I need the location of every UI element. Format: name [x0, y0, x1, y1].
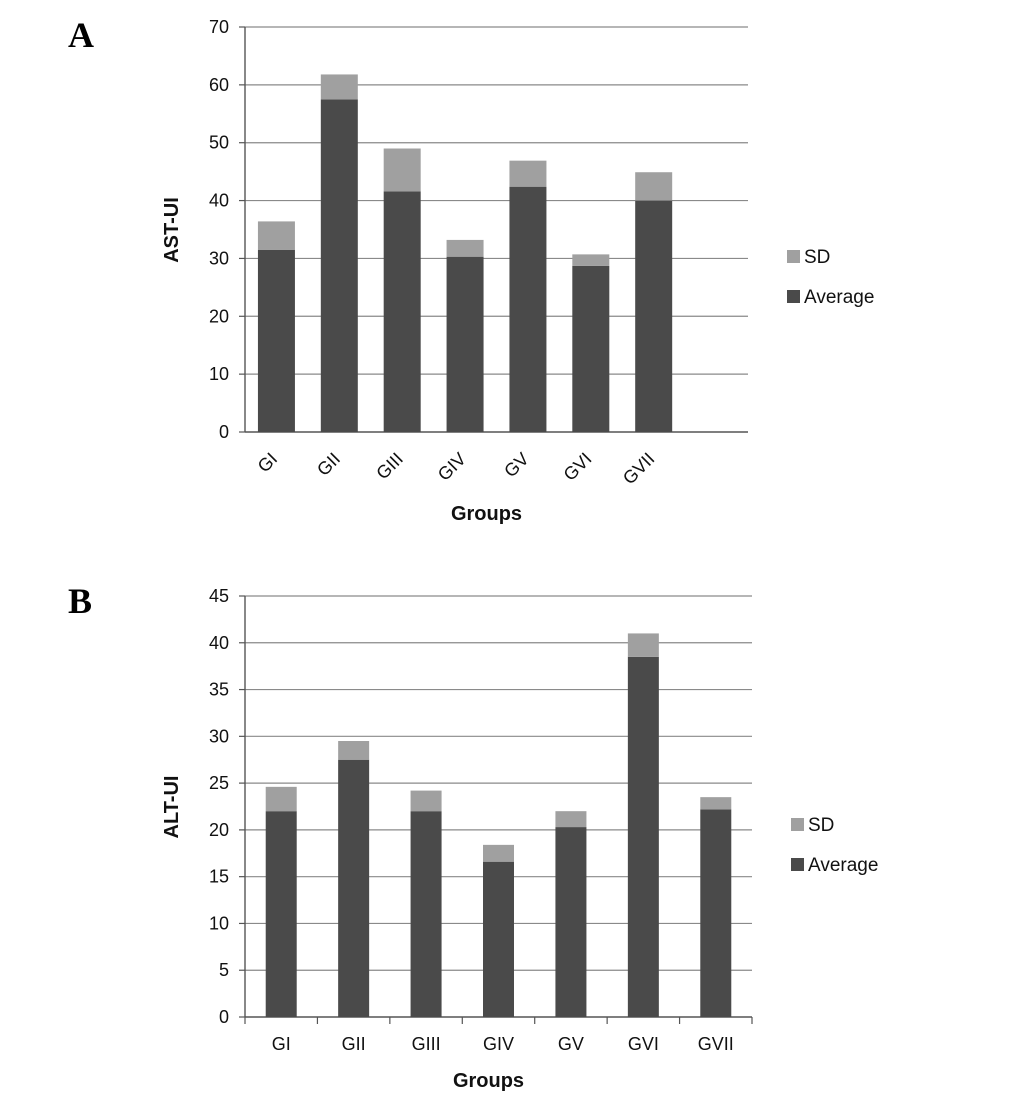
- y-tick-label: 25: [208, 773, 229, 794]
- x-tick-label: GIII: [411, 1034, 441, 1054]
- x-tick-label: GVI: [627, 1034, 659, 1054]
- y-tick-label: 10: [208, 364, 229, 385]
- x-tick-label: GVII: [618, 448, 659, 489]
- legend-label-average: Average: [808, 855, 879, 876]
- panel-label-b: B: [68, 581, 93, 621]
- y-tick-label: 5: [218, 960, 229, 981]
- bar-sd-gii: [338, 741, 369, 760]
- legend-swatch-sd: [787, 250, 800, 263]
- y-tick-label: 50: [208, 132, 229, 153]
- bar-sd-gvi: [628, 633, 659, 656]
- x-tick-label: GII: [341, 1034, 366, 1054]
- x-tick-label: GI: [271, 1034, 291, 1054]
- legend-swatch-average: [787, 290, 800, 303]
- x-tick-label: GV: [500, 448, 533, 482]
- y-tick-label: 70: [208, 17, 229, 37]
- bar-average-gvi: [572, 266, 609, 432]
- x-tick-label: GV: [557, 1034, 584, 1054]
- y-axis-title: ALT-UI: [161, 775, 183, 839]
- x-tick-label: GIII: [372, 448, 408, 484]
- bar-average-gi: [266, 811, 297, 1017]
- bar-sd-gi: [266, 787, 297, 811]
- bar-average-giv: [447, 257, 484, 432]
- bar-sd-giii: [411, 791, 442, 812]
- bar-sd-gv: [555, 811, 586, 827]
- bar-average-gvii: [700, 809, 731, 1017]
- x-axis-title: Groups: [450, 503, 523, 525]
- legend-label-sd: SD: [808, 815, 835, 836]
- bar-average-gv: [555, 827, 586, 1017]
- y-tick-label: 60: [208, 74, 229, 95]
- y-tick-label: 40: [208, 190, 229, 211]
- panel-label-a: A: [68, 15, 94, 55]
- bar-sd-gvii: [635, 172, 672, 200]
- y-tick-label: 45: [208, 586, 229, 606]
- bar-sd-gvi: [572, 254, 609, 266]
- y-tick-label: 20: [208, 306, 229, 327]
- x-tick-label: GVI: [559, 448, 596, 485]
- x-tick-label: GI: [253, 448, 282, 477]
- ast-bar-chart: [0, 0, 1033, 540]
- y-tick-label: 15: [208, 866, 229, 887]
- y-tick-label: 10: [208, 913, 229, 934]
- legend-swatch-average: [791, 858, 804, 871]
- y-tick-label: 30: [208, 248, 229, 269]
- legend-label-sd: SD: [804, 247, 831, 268]
- y-tick-label: 30: [208, 726, 229, 747]
- bar-sd-gv: [509, 161, 546, 187]
- bar-average-gv: [509, 187, 546, 432]
- x-tick-label: GVII: [697, 1034, 734, 1054]
- bar-average-giii: [411, 811, 442, 1017]
- bar-sd-giv: [483, 845, 514, 862]
- y-axis-title: AST-UI: [161, 197, 183, 263]
- bar-sd-gii: [321, 74, 358, 99]
- y-tick-label: 35: [208, 679, 229, 700]
- bar-average-gii: [321, 99, 358, 432]
- alt-bar-chart: [0, 570, 1033, 1098]
- legend-label-average: Average: [804, 287, 875, 308]
- y-tick-label: 40: [208, 632, 229, 653]
- x-tick-label: GIV: [433, 448, 470, 485]
- y-tick-label: 0: [218, 1007, 229, 1027]
- bar-average-giii: [384, 191, 421, 432]
- bar-average-gvi: [628, 657, 659, 1017]
- legend: [787, 247, 874, 308]
- x-tick-label: GIV: [482, 1034, 515, 1054]
- legend: [791, 815, 878, 876]
- bar-sd-giv: [447, 240, 484, 257]
- legend-swatch-sd: [791, 818, 804, 831]
- y-tick-label: 20: [208, 819, 229, 840]
- bar-average-gii: [338, 760, 369, 1017]
- x-tick-label: GII: [313, 448, 345, 480]
- bar-average-giv: [483, 862, 514, 1017]
- bar-sd-gi: [258, 221, 295, 249]
- y-tick-label: 0: [218, 422, 229, 442]
- bar-sd-giii: [384, 149, 421, 192]
- bar-average-gi: [258, 250, 295, 432]
- x-axis-title: Groups: [452, 1070, 525, 1092]
- bar-sd-gvii: [700, 797, 731, 809]
- bar-average-gvii: [635, 201, 672, 432]
